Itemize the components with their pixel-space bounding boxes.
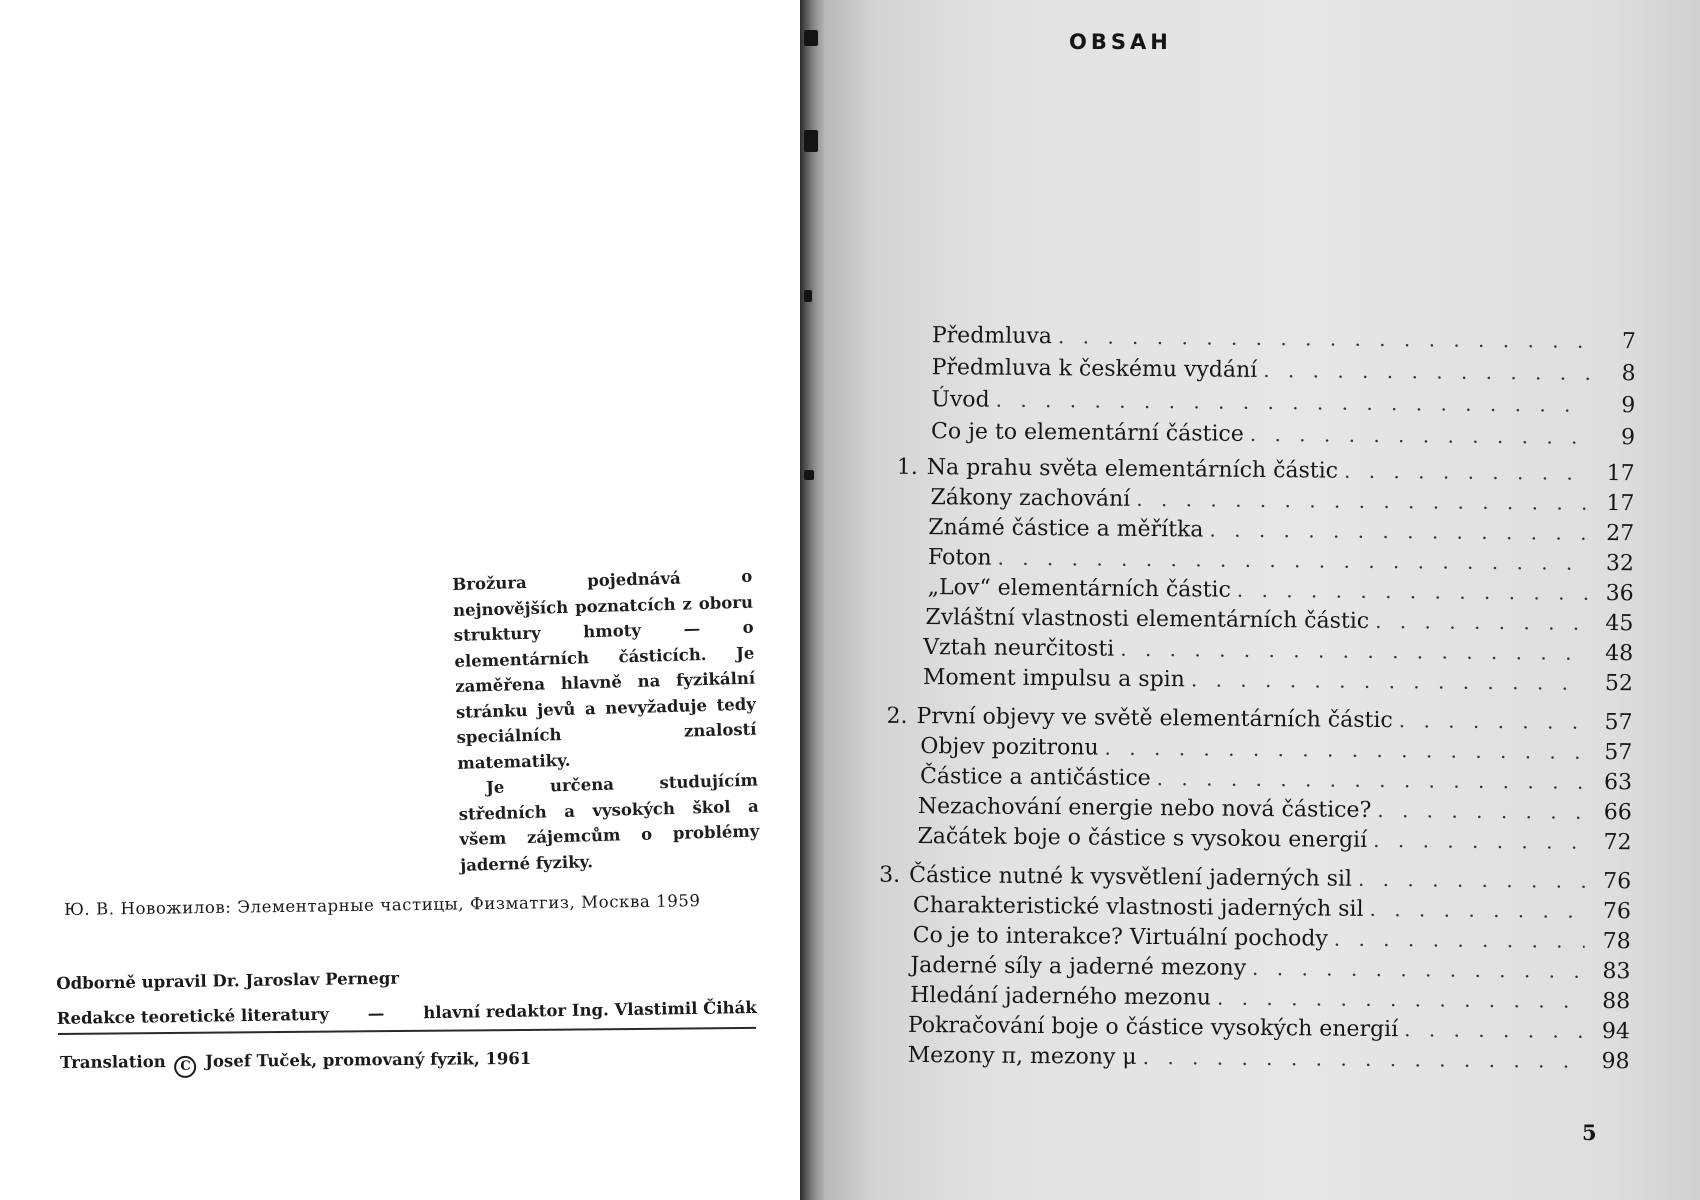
- toc-dot-leader: [1334, 927, 1585, 953]
- toc-chapter-number: 1.: [896, 454, 918, 480]
- translator: Josef Tuček, promovaný fyzik, 1961: [205, 1048, 532, 1071]
- toc-page-number: 45: [1605, 610, 1634, 637]
- toc-entry-title: Co je to elementární částice: [930, 419, 1244, 447]
- toc-page-number: 9: [1621, 393, 1636, 419]
- toc-page-number: 94: [1601, 1018, 1630, 1045]
- toc-entry-title: Úvod: [931, 387, 990, 413]
- original-edition-citation: Ю. В. Новожилов: Элементарные частицы, Физматгиз, Москва 1959: [64, 891, 701, 919]
- toc-page-number: 36: [1605, 580, 1634, 607]
- toc-entry: [886, 704, 1632, 736]
- blurb-paragraph: Je určena studujícím středních a vysokých škol a všem zájemcům o problémy jaderné fyziky.: [458, 770, 760, 875]
- toc-dot-leader: [1399, 708, 1587, 734]
- toc-dot-leader: [1058, 324, 1590, 353]
- toc-entry: [923, 635, 1633, 666]
- toc-page-number: 78: [1602, 928, 1631, 955]
- toc-entry: [908, 1013, 1630, 1044]
- toc-entry-title: Hledání jaderného mezonu: [910, 982, 1212, 1011]
- binding-stitch: [804, 30, 818, 46]
- chief-editor: hlavní redaktor Ing. Vlastimil Čihák: [423, 997, 757, 1023]
- toc-entry-title: Předmluva: [931, 323, 1053, 350]
- toc-dot-leader: [1252, 956, 1585, 983]
- toc-chapter-number: 3.: [879, 862, 901, 888]
- toc-page-number: 57: [1604, 739, 1633, 766]
- copyright-icon: C: [174, 1056, 196, 1078]
- toc-page-number: 27: [1606, 520, 1635, 547]
- toc-entry: [932, 355, 1636, 386]
- toc-dot-leader: [997, 546, 1588, 575]
- toc-entry-title: Nezachování energie nebo nová částice?: [917, 793, 1372, 823]
- toc-entry-title: Objev pozitronu: [920, 734, 1099, 761]
- toc-entry-title: „Lov“ elementárních částic: [927, 575, 1231, 603]
- left-page: [0, 0, 800, 1200]
- toc-entry: [923, 665, 1633, 696]
- toc-page-number: 88: [1602, 988, 1631, 1015]
- toc-page-number: 7: [1621, 329, 1637, 355]
- toc-entry: [928, 515, 1634, 546]
- toc-chapter-number: 2.: [886, 703, 908, 729]
- toc-entry: [913, 893, 1631, 924]
- toc-dot-leader: [1157, 766, 1587, 794]
- toc-entry: [910, 953, 1630, 984]
- toc-entry: [879, 863, 1631, 895]
- toc-entry: [931, 387, 1635, 418]
- toc-dot-leader: [1120, 637, 1587, 665]
- translation-credit: [60, 1047, 760, 1079]
- toc-entry: [908, 1043, 1630, 1074]
- toc-entry-title: Jaderné síly a jaderné mezony: [910, 952, 1247, 981]
- book-binding: [800, 0, 824, 1200]
- toc-page-number: 76: [1603, 868, 1632, 895]
- toc-entry-title: Zákony zachování: [930, 485, 1131, 512]
- toc-entry: [913, 923, 1631, 954]
- toc-page-number: 98: [1601, 1048, 1630, 1075]
- toc-entry-title: Zvláštní vlastnosti elementárních částic: [925, 605, 1370, 634]
- toc-dot-leader: [1105, 736, 1587, 764]
- toc-entry-title: Moment impulsu a spin: [922, 665, 1186, 693]
- toc-page-number: 52: [1604, 670, 1634, 697]
- toc-entry: [932, 323, 1636, 354]
- toc-page-number: 8: [1621, 361, 1636, 387]
- binding-stitch: [804, 130, 818, 152]
- toc-dot-leader: [1358, 867, 1585, 893]
- toc-dot-leader: [1344, 459, 1589, 485]
- toc-page-number: 72: [1603, 829, 1632, 856]
- toc-entry: [910, 983, 1630, 1014]
- toc-page-number: 48: [1605, 640, 1634, 667]
- toc-dot-leader: [1237, 578, 1588, 605]
- toc-entry-title: Vztah neurčitosti: [923, 635, 1115, 662]
- toc-dot-leader: [1377, 798, 1586, 824]
- toc-entry-title: Částice nutné k vysvětlení jaderných sil: [909, 862, 1353, 892]
- redaction-dash: —: [367, 1003, 385, 1024]
- toc-dot-leader: [996, 388, 1590, 417]
- toc-entry-title: První objevy ve světě elementárních částic: [916, 703, 1393, 734]
- toc-entry-title: Známé částice a měřítka: [928, 515, 1204, 543]
- toc-dot-leader: [1263, 358, 1590, 385]
- toc-entry-title: Mezony π, mezony μ: [907, 1042, 1137, 1070]
- toc-page-number: 17: [1606, 490, 1635, 517]
- page-number: 5: [1582, 1120, 1597, 1145]
- toc-page-number: 83: [1602, 958, 1631, 985]
- toc-heading: OBSAH: [1069, 30, 1172, 54]
- toc-entry: [925, 605, 1633, 636]
- toc-entry-title: Co je to interakce? Virtuální pochody: [912, 922, 1328, 952]
- toc-entry: [928, 575, 1634, 606]
- binding-stitch: [804, 290, 812, 302]
- toc-dot-leader: [1209, 518, 1588, 545]
- toc-entry-title: Začátek boje o částice s vysokou energií: [917, 823, 1368, 853]
- credits: [56, 955, 757, 1036]
- redaction-department: Redakce teoretické literatury: [56, 1004, 329, 1028]
- toc-dot-leader: [1217, 986, 1584, 1013]
- blurb-paragraph: Brožura pojednává o nejnovějších poznatcích z oboru struktury hmoty — o elementárních částicích. Je zaměřena hlavně na fyzikální stránku jevů a nevyžaduje tedy speciálních znalostí matematiky.: [452, 566, 757, 773]
- toc-page-number: 32: [1605, 550, 1635, 577]
- toc-dot-leader: [1250, 422, 1589, 449]
- toc-entry: [897, 455, 1635, 486]
- toc-entry: [930, 485, 1634, 516]
- toc-entry-title: Foton: [927, 545, 992, 571]
- toc-entry: [917, 824, 1631, 855]
- toc-entry: [928, 545, 1634, 576]
- toc-dot-leader: [1369, 897, 1585, 923]
- toc-page-number: 66: [1603, 799, 1632, 826]
- toc-entry-title: Pokračování boje o částice vysokých energií: [907, 1012, 1399, 1043]
- table-of-contents: [824, 0, 1700, 1200]
- toc-entry: [920, 734, 1632, 765]
- toc-dot-leader: [1373, 828, 1586, 854]
- toc-dot-leader: [1404, 1017, 1584, 1043]
- book-blurb: [452, 564, 760, 878]
- toc-dot-leader: [1375, 609, 1587, 635]
- toc-page-number: 9: [1620, 425, 1636, 451]
- editor-credit: Odborně upravil Dr. Jaroslav Pernegr: [56, 968, 400, 993]
- toc-entry-title: Charakteristické vlastnosti jaderných sil: [912, 892, 1364, 922]
- right-page: [824, 0, 1700, 1200]
- toc-entry: [920, 764, 1632, 795]
- binding-stitch: [804, 470, 814, 480]
- toc-entry: [931, 419, 1635, 450]
- toc-page-number: 76: [1602, 898, 1632, 925]
- toc-page-number: 17: [1606, 460, 1635, 487]
- toc-dot-leader: [1143, 1045, 1584, 1073]
- toc-entry-title: Předmluva k českému vydání: [931, 355, 1258, 383]
- toc-dot-leader: [1191, 667, 1587, 694]
- toc-entry: [918, 794, 1632, 825]
- translation-label: Translation: [60, 1052, 166, 1072]
- toc-entry-title: Částice a antičástice: [919, 764, 1151, 792]
- toc-dot-leader: [1136, 487, 1588, 515]
- toc-page-number: 63: [1603, 769, 1633, 796]
- toc-entry-title: Na prahu světa elementárních částic: [926, 455, 1339, 484]
- toc-page-number: 57: [1604, 709, 1633, 736]
